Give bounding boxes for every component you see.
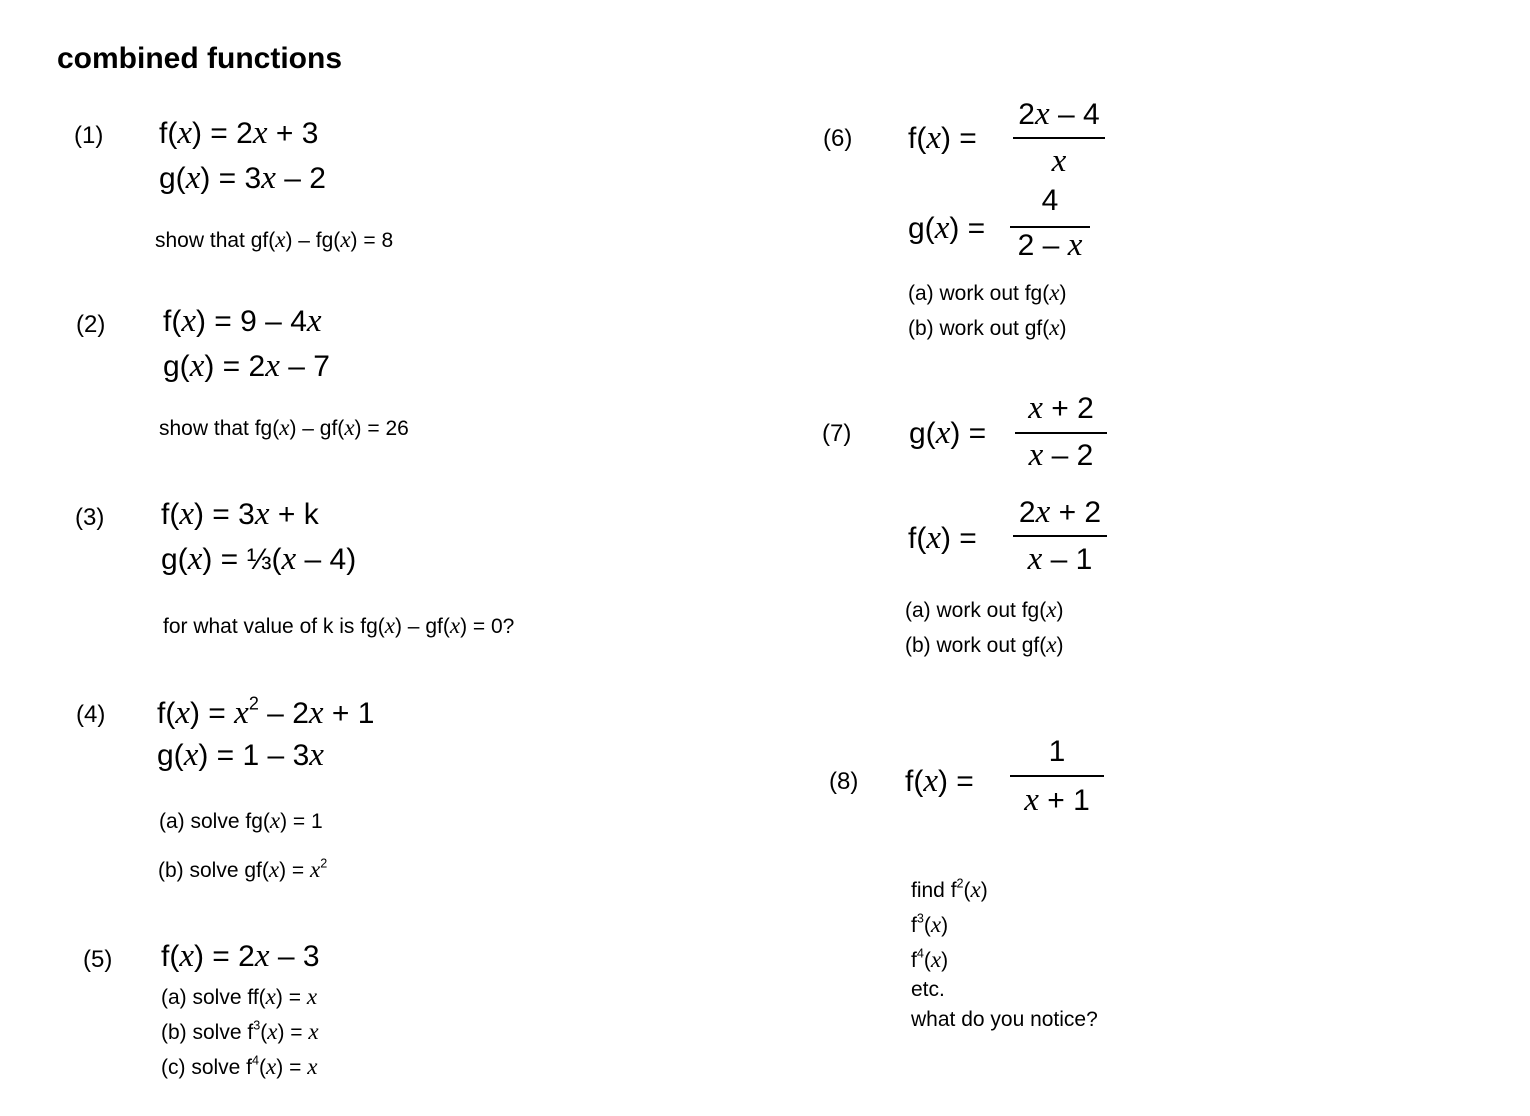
problem-2-task: show that fg(x) – gf(x) = 26 — [159, 415, 409, 440]
fraction-numerator: x + 2 — [1028, 390, 1094, 426]
problem-1-number: (1) — [74, 122, 104, 149]
problem-2-g: g(x) = 2x – 7 — [163, 348, 330, 384]
problem-5-number: (5) — [83, 946, 113, 973]
problem-6-f-fraction — [1013, 96, 1105, 180]
problem-8-line-1: find $f^2(x)$ — [911, 876, 988, 902]
fraction-denominator: x — [1051, 143, 1067, 179]
problem-4-part-b: (b) solve $gf(x) = x^2$ — [158, 856, 328, 882]
problem-7-number: (7) — [822, 420, 852, 447]
problem-1-task: show that gf(x) – fg(x) = 8 — [155, 227, 394, 252]
problem-1-f: f(x) = 2x + 3 — [159, 115, 319, 151]
fraction-numerator: 1 — [1048, 735, 1066, 768]
problem-7-g-lhs: g(x) = — [909, 415, 987, 451]
page-title: combined functions — [57, 42, 342, 75]
problem-8-number: (8) — [829, 768, 859, 795]
problem-6-g-lhs: g(x) = — [908, 210, 986, 246]
problem-4-part-a: (a) solve fg(x) = 1 — [159, 808, 323, 833]
problem-7-f-lhs: f(x) = — [908, 520, 977, 556]
problem-5-f: f(x) = 2x – 3 — [161, 938, 320, 974]
fraction-denominator: 2 – x — [1017, 227, 1083, 263]
problem-3-task: for what value of k is fg(x) – gf(x) = 0? — [163, 613, 515, 638]
problem-7-g-fraction — [1015, 390, 1107, 474]
problem-8-f-fraction — [1010, 735, 1104, 819]
fraction-numerator: 2x + 2 — [1018, 494, 1102, 530]
problem-2-number: (2) — [76, 311, 106, 338]
fraction-denominator: x – 2 — [1028, 437, 1094, 473]
fraction-denominator: x – 1 — [1027, 541, 1093, 577]
problem-5-part-c: (c) solve $f^4(x) = x$ — [161, 1053, 318, 1079]
problem-8-line-3: $f^4(x)$ — [911, 946, 949, 972]
problem-7-part-a: (a) work out fg(x) — [905, 597, 1064, 622]
problem-4-g: g(x) = 1 – 3x — [157, 737, 324, 773]
problem-8-etc: etc. — [911, 978, 945, 1001]
problem-4-number: (4) — [76, 701, 106, 728]
problem-2-f: f(x) = 9 – 4x — [163, 303, 322, 339]
fraction-bar — [1010, 775, 1104, 777]
problem-6-f-lhs: f(x) = — [908, 120, 977, 156]
problem-5-part-b: (b) solve $f^3(x) = x$ — [161, 1018, 319, 1044]
problem-6-g-fraction — [1010, 184, 1090, 264]
fraction-denominator: x + 1 — [1024, 782, 1090, 818]
problem-4-f: $f(x) = x^2 - 2x + 1$ — [157, 693, 375, 731]
problem-3-number: (3) — [75, 504, 105, 531]
problem-5-part-a: (a) solve ff(x) = x — [161, 984, 318, 1009]
fraction-bar — [1015, 432, 1107, 434]
problem-6-number: (6) — [823, 125, 853, 152]
problem-1-g: g(x) = 3x – 2 — [159, 160, 326, 196]
problem-8-line-2: $f^3(x)$ — [911, 911, 949, 937]
problem-6-part-b: (b) work out gf(x) — [908, 315, 1067, 340]
fraction-bar — [1013, 535, 1107, 537]
problem-8-question: what do you notice? — [911, 1008, 1098, 1031]
problem-3-g: g(x) = ⅓(x – 4) — [161, 541, 357, 577]
fraction-numerator: 2x – 4 — [1018, 96, 1100, 132]
problem-7-f-fraction — [1013, 494, 1107, 578]
fraction-bar — [1013, 137, 1105, 139]
problem-6-part-a: (a) work out fg(x) — [908, 280, 1067, 305]
problem-7-part-b: (b) work out gf(x) — [905, 632, 1064, 657]
problem-8-f-lhs: f(x) = — [905, 763, 974, 799]
problem-3-f: f(x) = 3x + k — [161, 496, 319, 532]
fraction-numerator: 4 — [1041, 184, 1059, 217]
